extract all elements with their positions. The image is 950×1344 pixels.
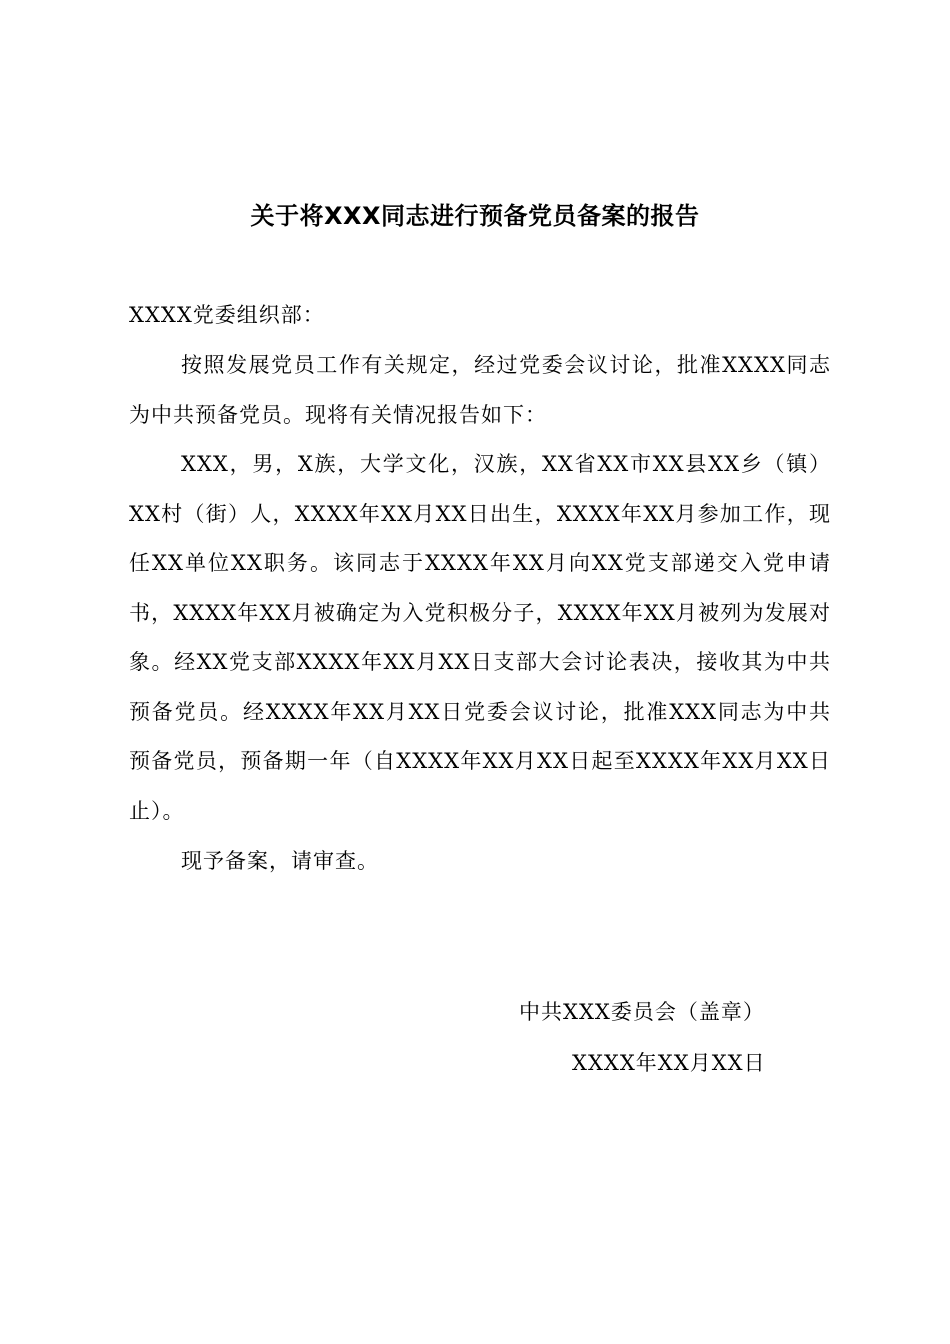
signature-organization: 中共XXX委员会（盖章） — [519, 1000, 765, 1024]
salutation: XXXX党委组织部： — [129, 303, 325, 327]
signature-date: XXXX年XX月XX日 — [572, 1051, 766, 1075]
paragraph-closing: 现予备案，请审查。 — [181, 849, 379, 873]
document-title: 关于将XXX同志进行预备党员备案的报告 — [250, 202, 700, 230]
paragraph-details: XXX，男，X族，大学文化，汉族，XX省XX市XX县XX乡（镇）XX村（街）人，XXXX年XX月XX日出生，XXXX年XX月参加工作，现任XX单位XX职务。该同志于XXXX年XX月向XX党支部递交入党申请书，XXXX年XX月被确定为入党积极分子，XXXX年XX月被列为发展对象。经XX党支部XXXX年XX月XX日支部大会讨论表决，接收其为中共预备党员。经XXXX年XX月XX日党委会议讨论，批准XXX同志为中共预备党员，预备期一年（自XXXX年XX月XX日起至XXXX年XX月XX日止）。 — [129, 452, 831, 823]
paragraph-intro: 按照发展党员工作有关规定，经过党委会议讨论，批准XXXX同志为中共预备党员。现将有关情况报告如下： — [129, 353, 831, 427]
